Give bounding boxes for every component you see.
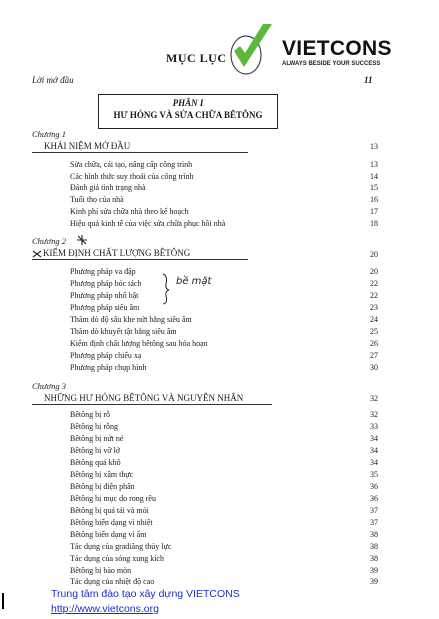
toc-item-page: 26 [370, 339, 378, 348]
chapter-3-title: NHỮNG HƯ HỎNG BÊTÔNG VÀ NGUYÊN NHÂN [44, 393, 244, 403]
toc-item: Phương pháp chụp hình [70, 363, 147, 372]
toc-item-page: 15 [370, 183, 378, 192]
toc-item: Hiệu quả kinh tế của việc sửa chữa phục hồi nhà [70, 219, 226, 228]
toc-item-page: 33 [370, 422, 378, 431]
toc-item: Bêtông bị quá tải và mỏi [70, 506, 149, 515]
chapter-3-page: 32 [370, 394, 378, 403]
chapter-2-title: KIỂM ĐỊNH CHẤT LƯỢNG BÊTÔNG [43, 248, 191, 258]
toc-item: Bêtông biến dạng vì ẩm [70, 530, 147, 539]
toc-item: Tác dụng của nhiệt độ cao [70, 577, 155, 586]
toc-item: Phương pháp siêu âm [70, 303, 140, 312]
toc-item-page: 38 [370, 554, 378, 563]
toc-item: Bêtông bị vỡ lở [70, 446, 121, 455]
toc-item: Bêtông bị rỗng [70, 422, 118, 431]
toc-item-page: 13 [370, 160, 378, 169]
toc-item: Tuổi thọ của nhà [70, 195, 124, 204]
toc-item: Sửa chữa, cải tạo, nâng cấp công trình [70, 160, 193, 169]
handwritten-mark-icon [31, 249, 43, 259]
toc-item-page: 27 [370, 351, 378, 360]
toc-item: Tác dụng của gradiăng thủy lực [70, 542, 172, 551]
chapter-3-label: Chương 3 [32, 381, 66, 391]
toc-item: Phương pháp bóc tách [70, 279, 142, 288]
toc-item: Đánh giá tình trạng nhà [70, 183, 146, 192]
chapter-1-title: KHÁI NIỆM MỞ ĐẦU [44, 141, 131, 151]
toc-item-page: 23 [370, 303, 378, 312]
chapter-2-rule [32, 259, 248, 260]
toc-item: Bêtông bị mục do rong rêu [70, 494, 156, 503]
check-logo-icon [228, 21, 280, 79]
toc-item-page: 36 [370, 482, 378, 491]
toc-item: Bêtông bị bào mòn [70, 566, 132, 575]
toc-item: Kiểm định chất lượng bêtông sau hỏa hoạn [70, 339, 208, 348]
toc-item: Phương pháp chiếu xạ [70, 351, 142, 360]
toc-item-page: 34 [370, 446, 378, 455]
chapter-1-label: Chương 1 [32, 129, 66, 139]
toc-item: Thăm dò khuyết tật bằng siêu âm [70, 327, 177, 336]
toc-item: Bêtông bị điện phân [70, 482, 135, 491]
toc-item-page: 20 [370, 267, 378, 276]
toc-item-page: 37 [370, 506, 378, 515]
toc-item-page: 30 [370, 363, 378, 372]
intro-label: Lời mở đầu [32, 75, 74, 85]
toc-item: Các hình thức suy thoái của công trình [70, 172, 194, 181]
toc-item: Bêtông bị rỗ [70, 410, 110, 419]
toc-item: Bêtông bị nứt nẻ [70, 434, 124, 443]
toc-item-page: 14 [370, 172, 378, 181]
toc-item: Kinh phí sửa chữa nhà theo kế hoạch [70, 207, 189, 216]
logo-wordmark: VIETCONS [282, 37, 392, 60]
toc-item-page: 24 [370, 315, 378, 324]
toc-item-page: 32 [370, 410, 378, 419]
part-label: PHẦN I [172, 98, 204, 108]
toc-item-page: 36 [370, 494, 378, 503]
toc-item: Bêtông bị xâm thực [70, 470, 134, 479]
toc-item-page: 34 [370, 434, 378, 443]
chapter-3-rule [32, 404, 272, 405]
chapter-1-rule [32, 152, 248, 153]
toc-item-page: 35 [370, 470, 378, 479]
logo-tagline: ALWAYS BESIDE YOUR SUCCESS [282, 61, 381, 67]
toc-item-page: 25 [370, 327, 378, 336]
toc-item-page: 16 [370, 195, 378, 204]
part-title: HƯ HỎNG VÀ SỬA CHỮA BÊTÔNG [113, 110, 263, 120]
intro-page: 11 [364, 75, 373, 85]
toc-title: MỤC LỤC [166, 51, 227, 65]
toc-item-page: 39 [370, 566, 378, 575]
toc-item-page: 17 [370, 207, 378, 216]
toc-item: Tác dụng của sóng xung kích [70, 554, 164, 563]
footer-organization: Trung tâm đào tạo xây dựng VIETCONS [51, 588, 240, 600]
footer-website-link[interactable]: http://www.vietcons.org [51, 603, 159, 615]
toc-item: Bêtông quá khô [70, 458, 121, 467]
part-heading-box [98, 94, 278, 129]
chapter-2-page: 20 [370, 250, 378, 259]
toc-item-page: 39 [370, 577, 378, 586]
toc-item: Thăm dò độ sâu khe nứt bằng siêu âm [70, 315, 192, 324]
toc-item-page: 18 [370, 219, 378, 228]
toc-item-page: 22 [370, 279, 378, 288]
toc-item: Phương pháp nhổ bật [70, 291, 139, 300]
handwritten-brace-icon [160, 272, 172, 306]
toc-item-page: 38 [370, 530, 378, 539]
toc-item-page: 22 [370, 291, 378, 300]
toc-item-page: 38 [370, 542, 378, 551]
toc-item-page: 34 [370, 458, 378, 467]
toc-item: Phương pháp va đập [70, 267, 136, 276]
chapter-2-label: Chương 2 [32, 236, 66, 246]
toc-item-page: 37 [370, 518, 378, 527]
vietcons-logo [228, 21, 392, 81]
toc-item: Bêtông biến dạng vì nhiệt [70, 518, 153, 527]
chapter-1-page: 13 [370, 142, 378, 151]
handwritten-asterisk-icon [74, 233, 90, 247]
scan-edge-mark [2, 593, 4, 609]
handwritten-note: bề mặt [176, 276, 212, 287]
